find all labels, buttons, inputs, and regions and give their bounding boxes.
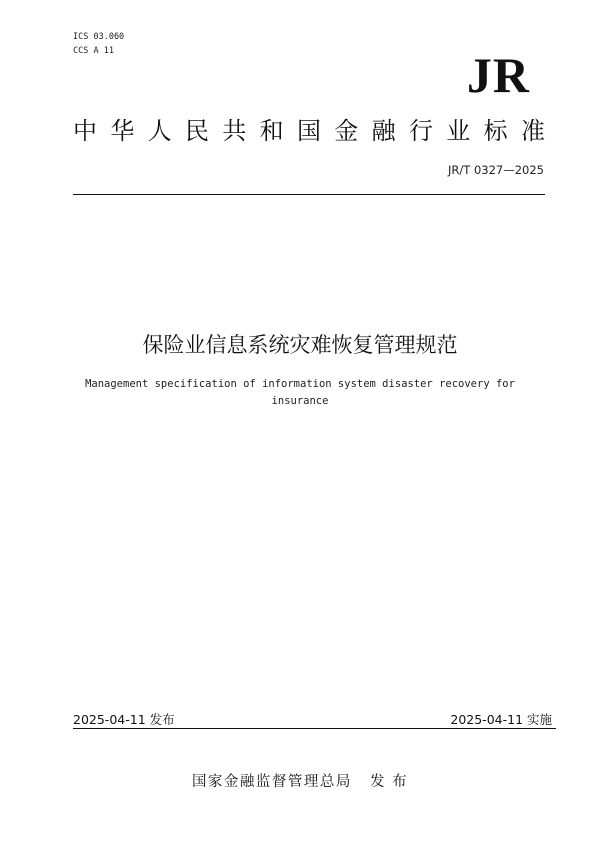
standard-type-char: 国 (296, 117, 321, 145)
publisher-name: 国家金融监督管理总局 (191, 774, 352, 790)
jr-logo: JR (466, 47, 530, 103)
standard-number: JR/T 0327—2025 (448, 163, 544, 177)
standard-type-char: 标 (483, 117, 508, 145)
standard-type-char: 和 (259, 117, 284, 145)
issue-date: 2025-04-11 发布 (73, 712, 175, 727)
english-title-line: Management specification of information system disaster recovery for (85, 378, 515, 390)
publisher-line (0, 770, 600, 791)
standard-type-char: 金 (334, 117, 359, 145)
standard-type-char: 华 (110, 117, 135, 145)
header-divider (73, 194, 545, 195)
standard-type-heading (73, 116, 545, 146)
document-title-english (40, 376, 560, 410)
document-title-chinese: 保险业信息系统灾难恢复管理规范 (142, 333, 458, 357)
standard-type-char: 融 (371, 117, 396, 145)
footer-divider (73, 728, 556, 729)
standard-type-char: 人 (147, 117, 172, 145)
standard-type-char: 中 (73, 117, 97, 145)
standard-type-char: 业 (446, 117, 471, 145)
ccs-code: CCS A 11 (73, 46, 114, 56)
implementation-date: 2025-04-11 实施 (450, 712, 552, 727)
standard-type-char: 行 (408, 117, 433, 145)
publish-action: 发 布 (369, 774, 409, 790)
standard-type-char: 准 (520, 117, 545, 145)
english-title-line: insurance (271, 395, 329, 407)
classification-codes (73, 30, 124, 58)
standard-type-char: 民 (184, 117, 209, 145)
standard-type-char: 共 (222, 117, 247, 145)
ics-code: ICS 03.060 (73, 32, 125, 42)
